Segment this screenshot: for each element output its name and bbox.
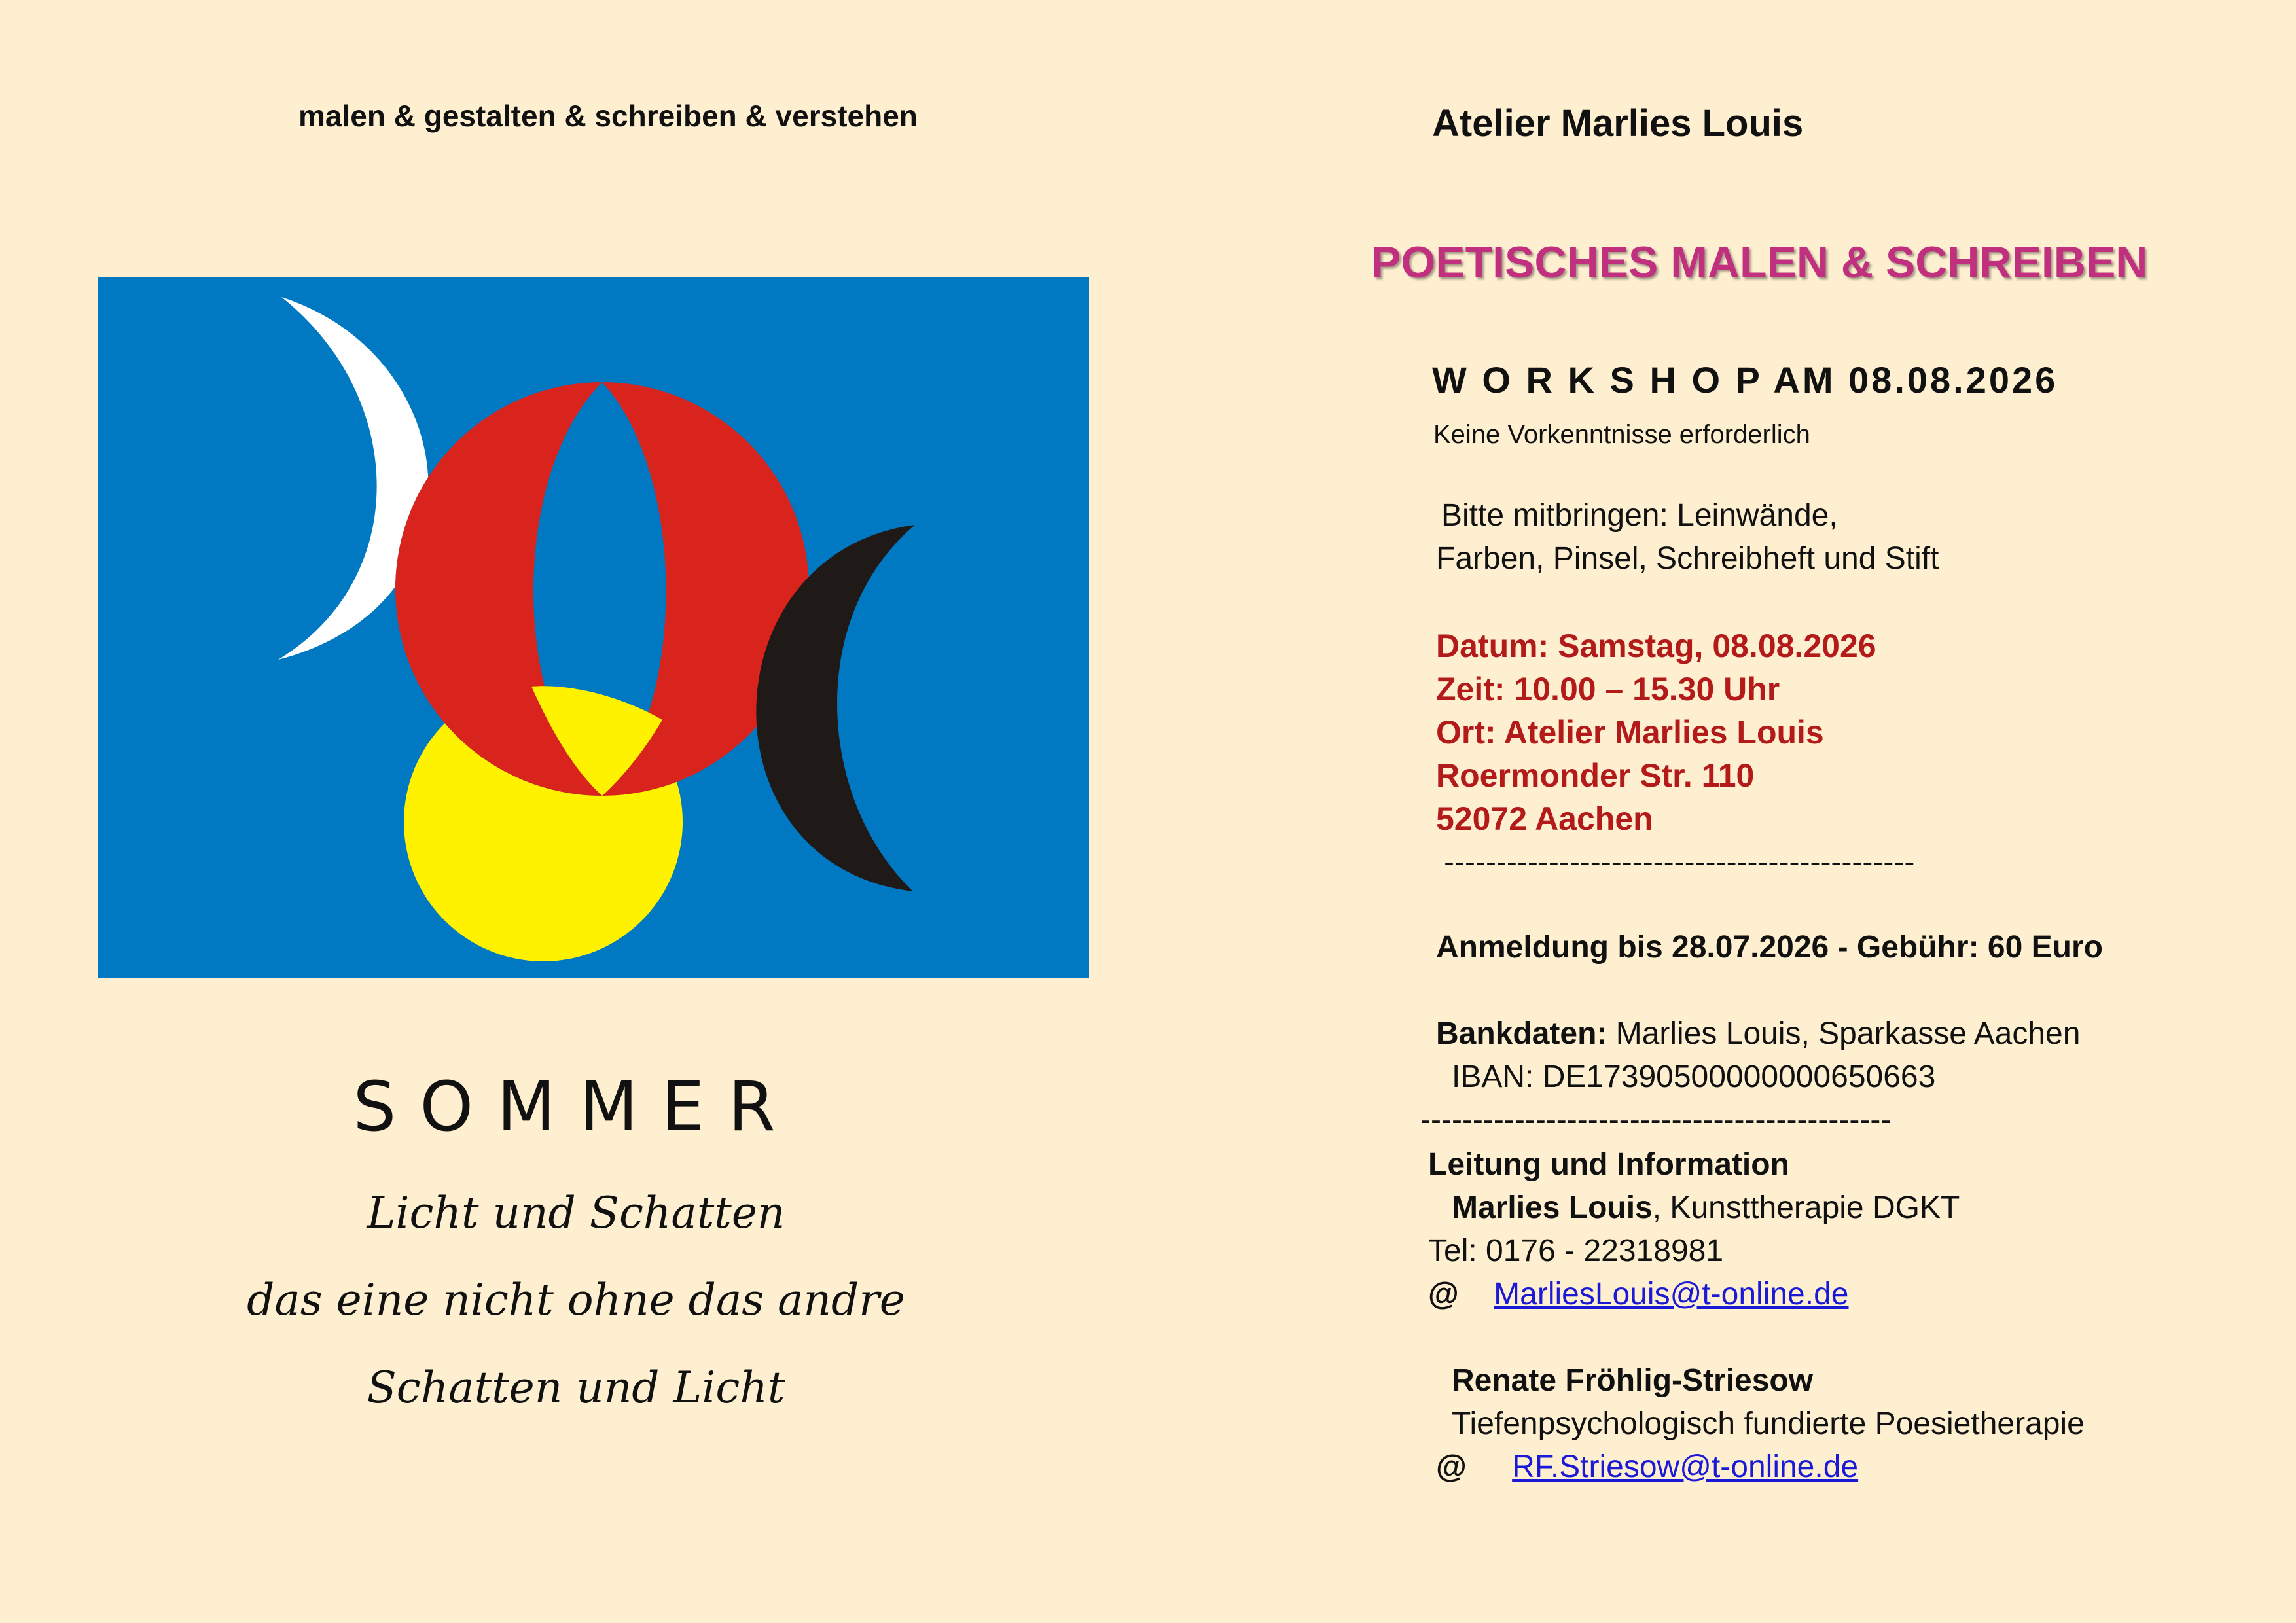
lead-name-line bbox=[1452, 1190, 1960, 1226]
studio-name: Atelier Marlies Louis bbox=[1432, 102, 1804, 145]
lead-email-line bbox=[1428, 1276, 1848, 1312]
event-date: Datum: Samstag, 08.08.2026 bbox=[1436, 628, 1876, 664]
poem-line-2: das eine nicht ohne das andre bbox=[247, 1275, 905, 1325]
bring-line-1: Bitte mitbringen: Leinwände, bbox=[1441, 498, 1838, 533]
lead-email-link[interactable]: MarliesLouis@t-online.de bbox=[1494, 1277, 1849, 1311]
lead-role: , Kunsttherapie DGKT bbox=[1652, 1190, 1960, 1225]
second-name: Renate Fröhlig-Striesow bbox=[1452, 1363, 1814, 1398]
poem-line-1: Licht und Schatten bbox=[367, 1188, 785, 1238]
bring-line-2: Farben, Pinsel, Schreibheft und Stift bbox=[1436, 541, 1939, 576]
lead-name: Marlies Louis bbox=[1452, 1190, 1653, 1225]
lead-phone: Tel: 0176 - 22318981 bbox=[1428, 1234, 1724, 1268]
season-title: SOMMER bbox=[353, 1067, 799, 1147]
tagline: malen & gestalten & schreiben & verstehen bbox=[298, 99, 918, 133]
at-icon: @ bbox=[1428, 1277, 1459, 1311]
second-email-link[interactable]: RF.Striesow@t-online.de bbox=[1512, 1450, 1859, 1484]
at-icon: @ bbox=[1436, 1450, 1467, 1484]
workshop-title: W O R K S H O P AM 08.08.2026 bbox=[1432, 359, 2058, 401]
artwork-image bbox=[98, 277, 1089, 978]
iban: IBAN: DE17390500000000650663 bbox=[1452, 1060, 1936, 1094]
bank-value: Marlies Louis, Sparkasse Aachen bbox=[1615, 1016, 2081, 1051]
headline: POETISCHES MALEN & SCHREIBEN bbox=[1371, 238, 2148, 287]
second-role: Tiefenpsychologisch fundierte Poesietherapie bbox=[1452, 1406, 2085, 1441]
bank-label: Bankdaten: bbox=[1436, 1016, 1607, 1051]
event-time: Zeit: 10.00 – 15.30 Uhr bbox=[1436, 671, 1780, 707]
bank-line bbox=[1436, 1016, 2080, 1052]
second-email-line bbox=[1436, 1449, 1858, 1485]
lead-title: Leitung und Information bbox=[1428, 1147, 1789, 1182]
event-city: 52072 Aachen bbox=[1436, 800, 1653, 837]
divider-2: --------------------------------------------- bbox=[1420, 1103, 1892, 1137]
poem-line-3: Schatten und Licht bbox=[367, 1363, 785, 1413]
registration-info: Anmeldung bis 28.07.2026 - Gebühr: 60 Euro bbox=[1436, 930, 2103, 965]
divider-1: --------------------------------------------- bbox=[1444, 845, 1915, 880]
no-experience-note: Keine Vorkenntnisse erforderlich bbox=[1433, 420, 1810, 449]
event-street: Roermonder Str. 110 bbox=[1436, 757, 1755, 794]
event-place: Ort: Atelier Marlies Louis bbox=[1436, 714, 1824, 751]
